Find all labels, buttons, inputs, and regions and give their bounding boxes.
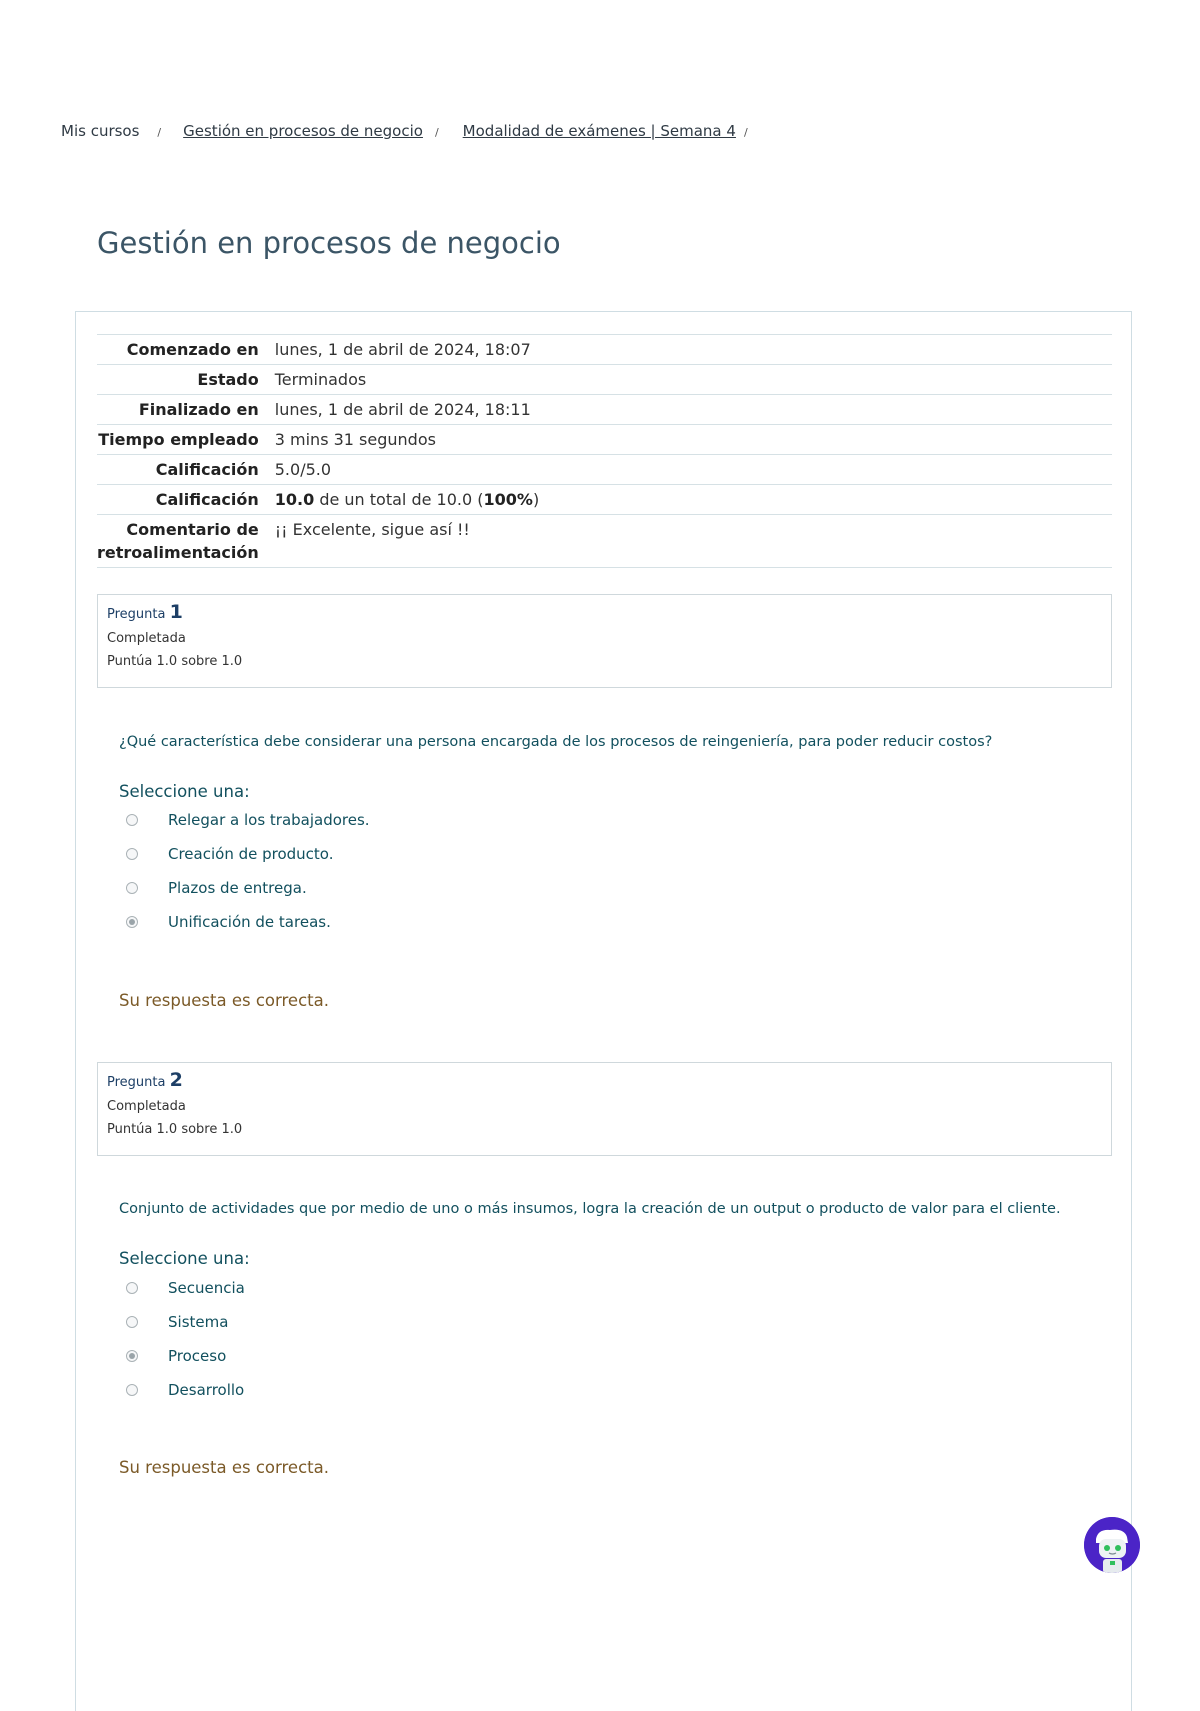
summary-value: 5.0/5.0	[274, 460, 332, 479]
question-number	[107, 1069, 1102, 1091]
answer-option[interactable]	[126, 879, 307, 897]
radio-button-checked[interactable]	[126, 916, 138, 928]
question-state: Completada	[107, 1099, 186, 1114]
radio-button[interactable]	[126, 814, 138, 826]
summary-row-finished	[97, 395, 1112, 425]
radio-button-checked[interactable]	[126, 1350, 138, 1362]
radio-button[interactable]	[126, 848, 138, 860]
question-number-value: 1	[169, 601, 183, 623]
answer-option[interactable]	[126, 1279, 245, 1297]
summary-row-started	[97, 335, 1112, 365]
answer-feedback: Su respuesta es correcta.	[119, 1458, 329, 1477]
summary-row-grade	[97, 485, 1112, 515]
answer-label: Proceso	[168, 1347, 227, 1365]
attempt-summary-table	[97, 334, 1112, 568]
summary-row-feedback	[97, 515, 1112, 568]
summary-label: Calificación	[155, 460, 259, 479]
summary-value: Terminados	[274, 370, 367, 389]
question-state: Completada	[107, 631, 186, 646]
question-number-value: 2	[169, 1069, 183, 1091]
summary-label: Calificación	[155, 490, 259, 509]
radio-button[interactable]	[126, 1282, 138, 1294]
question-info-box	[97, 1062, 1112, 1156]
answer-label: Creación de producto.	[168, 845, 334, 863]
summary-value: ¡¡ Excelente, sigue así !!	[274, 520, 470, 539]
answer-option[interactable]	[126, 1381, 244, 1399]
chat-assistant-button[interactable]	[1084, 1517, 1140, 1573]
answer-label: Plazos de entrega.	[168, 879, 307, 897]
answer-label: Relegar a los trabajadores.	[168, 811, 370, 829]
answer-feedback: Su respuesta es correcta.	[119, 991, 329, 1010]
page-title: Gestión en procesos de negocio	[97, 226, 561, 260]
summary-row-marks	[97, 455, 1112, 485]
answer-option[interactable]	[126, 1313, 228, 1331]
answer-option[interactable]	[126, 845, 334, 863]
breadcrumb-separator: /	[157, 126, 162, 139]
breadcrumb-separator: /	[434, 126, 439, 139]
question-number	[107, 601, 1102, 623]
question-grade: Puntúa 1.0 sobre 1.0	[107, 1122, 243, 1137]
answer-label: Desarrollo	[168, 1381, 245, 1399]
answer-label: Unificación de tareas.	[168, 913, 331, 931]
grade-percent: 100%	[483, 490, 533, 509]
answer-prompt: Seleccione una:	[119, 782, 250, 801]
answer-label: Secuencia	[168, 1279, 245, 1297]
question-label: Pregunta	[107, 1075, 166, 1090]
grade-total: de un total de 10.0 (	[319, 490, 484, 509]
answer-prompt: Seleccione una:	[119, 1249, 250, 1268]
answer-option-selected[interactable]	[126, 1347, 226, 1365]
question-label: Pregunta	[107, 607, 166, 622]
summary-label: Comenzado en	[126, 340, 259, 359]
summary-value: lunes, 1 de abril de 2024, 18:07	[274, 340, 531, 359]
breadcrumb	[61, 122, 748, 140]
question-info-box	[97, 594, 1112, 688]
summary-label: Comentario de retroalimentación	[97, 520, 259, 562]
summary-label: Tiempo empleado	[98, 430, 259, 449]
radio-button[interactable]	[126, 882, 138, 894]
summary-value	[259, 485, 1112, 515]
question-text: ¿Qué característica debe considerar una persona encargada de los procesos de reingeniería, para poder reducir costos?	[119, 734, 993, 750]
breadcrumb-section-link[interactable]: Modalidad de exámenes | Semana 4	[462, 122, 736, 140]
breadcrumb-course-link[interactable]: Gestión en procesos de negocio	[183, 122, 423, 140]
breadcrumb-mis-cursos[interactable]: Mis cursos	[61, 122, 140, 140]
summary-label: Finalizado en	[138, 400, 259, 419]
answer-label: Sistema	[168, 1313, 229, 1331]
grade-close: )	[532, 490, 540, 509]
summary-row-state	[97, 365, 1112, 395]
grade-value: 10.0	[274, 490, 315, 509]
answer-option-selected[interactable]	[126, 913, 331, 931]
summary-value: lunes, 1 de abril de 2024, 18:11	[274, 400, 531, 419]
radio-button[interactable]	[126, 1316, 138, 1328]
robot-assistant-icon	[1084, 1517, 1140, 1573]
summary-value: 3 mins 31 segundos	[274, 430, 436, 449]
breadcrumb-separator: /	[743, 126, 748, 139]
answer-option[interactable]	[126, 811, 370, 829]
summary-label: Estado	[197, 370, 259, 389]
radio-button[interactable]	[126, 1384, 138, 1396]
question-grade: Puntúa 1.0 sobre 1.0	[107, 654, 243, 669]
summary-row-time-taken	[97, 425, 1112, 455]
question-text: Conjunto de actividades que por medio de uno o más insumos, logra la creación de un output o producto de valor para el cliente.	[119, 1201, 1061, 1217]
